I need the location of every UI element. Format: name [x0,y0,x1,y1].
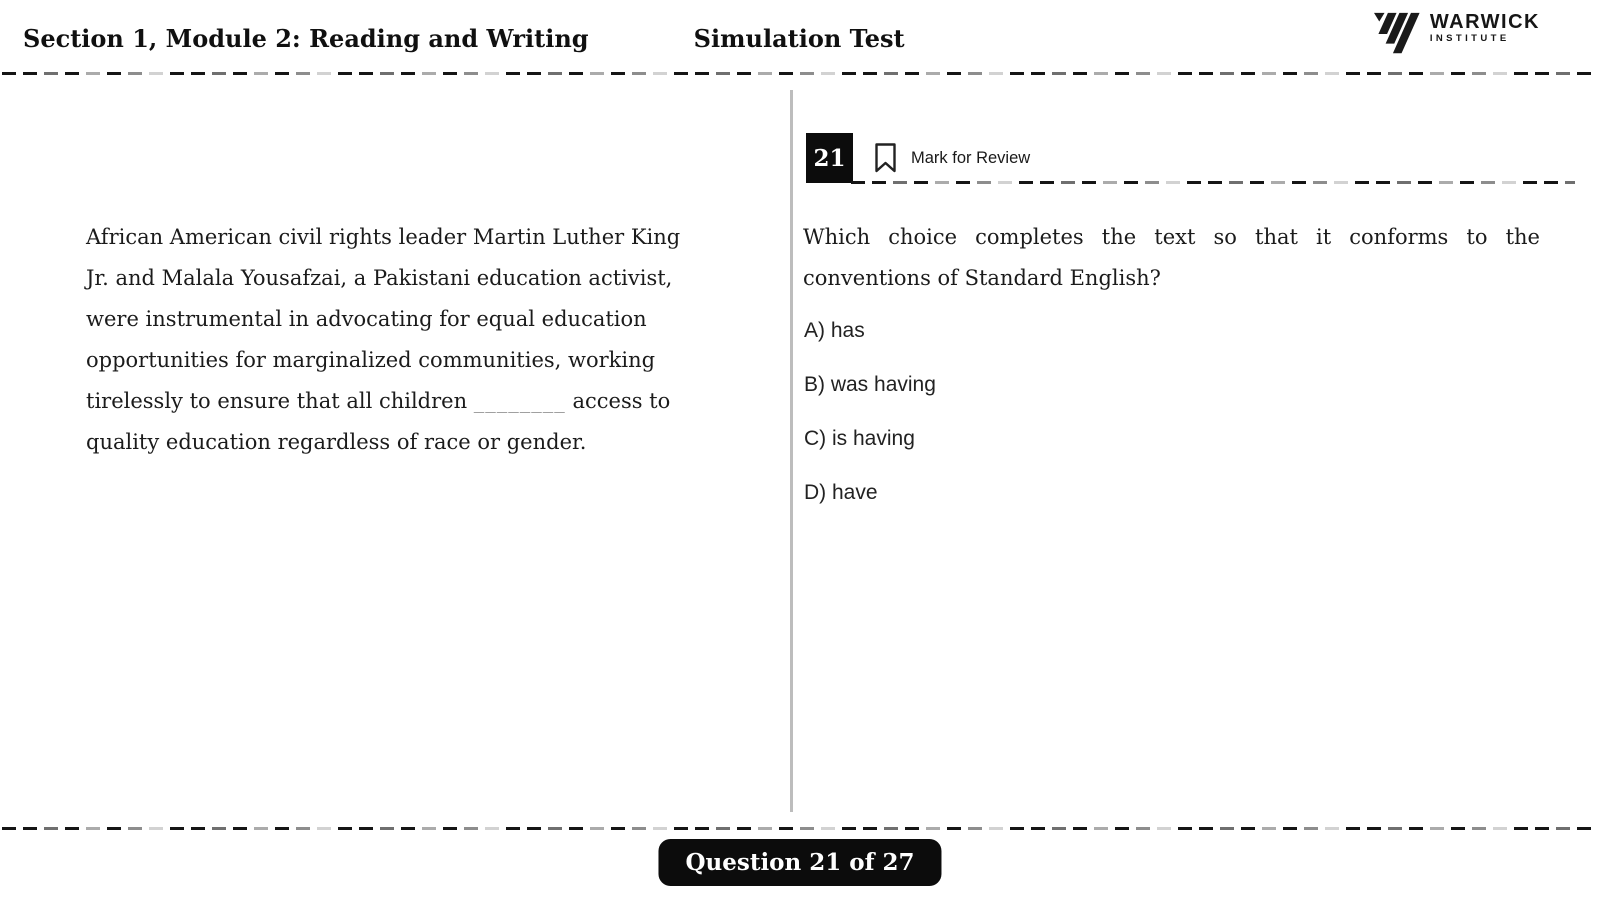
passage [86,217,726,463]
passage-line: quality education regardless of race or gender. [86,430,587,454]
header-divider [2,72,1598,75]
bookmark-icon[interactable] [873,142,898,174]
passage-blank-pre: tirelessly to ensure that all children [86,389,474,413]
logo-sub-text: INSTITUTE [1429,33,1510,44]
answer-option-a[interactable]: A) has [804,319,865,342]
question-progress-button[interactable]: Question 21 of 27 [658,839,941,886]
warwick-institute-logo [1374,11,1540,57]
mark-for-review-label[interactable]: Mark for Review [911,148,1031,167]
warwick-slashes-icon [1374,11,1422,57]
fill-in-blank: ________ [473,389,566,413]
question-prompt-line: conventions of Standard English? [803,266,1161,290]
logo-brand-text: WARWICK [1429,11,1540,33]
passage-line: opportunities for marginalized communities, working [86,348,656,372]
answer-option-c[interactable]: C) is having [804,427,915,450]
question-prompt [803,217,1540,299]
question-header [806,133,1575,183]
passage-line: African American civil rights leader Martin Luther King [86,225,681,249]
question-prompt-line: Which choice completes the text so that it conforms to the [803,225,1540,249]
answer-option-d[interactable]: D) have [804,481,878,504]
panel-divider [790,90,793,812]
section-title: Section 1, Module 2: Reading and Writing [23,24,589,53]
passage-blank-post: access to [565,389,671,413]
question-number-badge: 21 [806,133,853,183]
answer-options [804,310,936,526]
footer-divider [2,827,1598,830]
passage-line: Jr. and Malala Yousafzai, a Pakistani education activist, [86,266,673,290]
test-title: Simulation Test [693,24,905,53]
question-header-divider [851,181,1575,184]
answer-option-b[interactable]: B) was having [804,373,936,396]
passage-blank-line [86,381,726,422]
passage-line: were instrumental in advocating for equal education [86,307,647,331]
